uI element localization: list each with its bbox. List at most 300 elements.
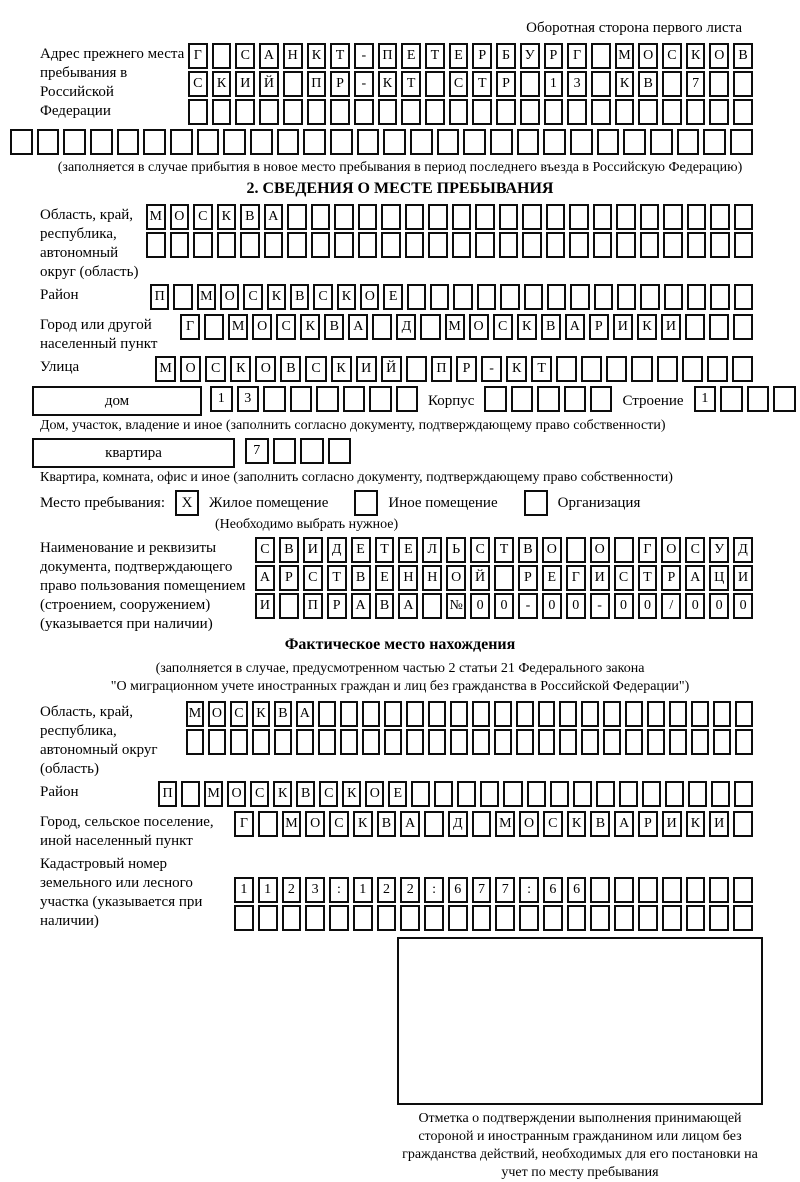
- char-box[interactable]: [638, 877, 658, 903]
- char-box[interactable]: [499, 232, 519, 258]
- char-box[interactable]: [406, 729, 424, 755]
- char-box[interactable]: А: [259, 43, 279, 69]
- char-box[interactable]: [330, 129, 353, 155]
- char-box[interactable]: [538, 701, 556, 727]
- char-box[interactable]: О: [365, 781, 384, 807]
- char-box[interactable]: К: [337, 284, 356, 310]
- char-box[interactable]: [340, 729, 358, 755]
- char-box[interactable]: И: [303, 537, 323, 563]
- char-box[interactable]: [663, 232, 683, 258]
- char-box[interactable]: С: [543, 811, 563, 837]
- char-box[interactable]: М: [495, 811, 515, 837]
- stay-type-checkbox-residential[interactable]: X: [175, 490, 199, 516]
- char-box[interactable]: [37, 129, 60, 155]
- char-box[interactable]: К: [252, 701, 270, 727]
- char-box[interactable]: [581, 356, 602, 382]
- char-box[interactable]: [686, 877, 706, 903]
- char-box[interactable]: [590, 386, 612, 412]
- char-box[interactable]: К: [273, 781, 292, 807]
- char-box[interactable]: [428, 204, 448, 230]
- char-box[interactable]: [625, 701, 643, 727]
- char-box[interactable]: [353, 905, 373, 931]
- char-box[interactable]: [650, 129, 673, 155]
- char-box[interactable]: 6: [448, 877, 468, 903]
- char-box[interactable]: И: [356, 356, 377, 382]
- char-box[interactable]: [258, 811, 278, 837]
- char-box[interactable]: [453, 284, 472, 310]
- char-box[interactable]: [516, 729, 534, 755]
- char-box[interactable]: Д: [396, 314, 416, 340]
- char-box[interactable]: [662, 877, 682, 903]
- char-box[interactable]: [616, 232, 636, 258]
- char-box[interactable]: О: [227, 781, 246, 807]
- char-box[interactable]: [663, 204, 683, 230]
- char-box[interactable]: 0: [614, 593, 634, 619]
- char-box[interactable]: [362, 701, 380, 727]
- char-box[interactable]: [640, 204, 660, 230]
- char-box[interactable]: [463, 129, 486, 155]
- char-box[interactable]: [691, 729, 709, 755]
- char-box[interactable]: [406, 701, 424, 727]
- char-box[interactable]: [430, 284, 449, 310]
- char-box[interactable]: Р: [638, 811, 658, 837]
- char-box[interactable]: 2: [282, 877, 302, 903]
- char-box[interactable]: [685, 314, 705, 340]
- char-box[interactable]: [170, 129, 193, 155]
- char-box[interactable]: [383, 129, 406, 155]
- char-box[interactable]: И: [590, 565, 610, 591]
- char-box[interactable]: [547, 284, 566, 310]
- char-box[interactable]: И: [662, 811, 682, 837]
- char-box[interactable]: [733, 877, 753, 903]
- char-box[interactable]: [734, 781, 753, 807]
- char-box[interactable]: [334, 232, 354, 258]
- char-box[interactable]: [307, 99, 327, 125]
- char-box[interactable]: [223, 129, 246, 155]
- char-box[interactable]: В: [590, 811, 610, 837]
- char-box[interactable]: [581, 701, 599, 727]
- char-box[interactable]: [287, 232, 307, 258]
- char-box[interactable]: В: [733, 43, 753, 69]
- char-box[interactable]: [710, 204, 730, 230]
- char-box[interactable]: С: [305, 356, 326, 382]
- char-box[interactable]: [734, 204, 754, 230]
- char-box[interactable]: К: [331, 356, 352, 382]
- char-box[interactable]: [305, 905, 325, 931]
- char-box[interactable]: [564, 386, 586, 412]
- char-box[interactable]: 7: [472, 877, 492, 903]
- char-box[interactable]: Р: [661, 565, 681, 591]
- char-box[interactable]: 0: [494, 593, 514, 619]
- char-box[interactable]: Ь: [446, 537, 466, 563]
- char-box[interactable]: 7: [245, 438, 269, 464]
- char-box[interactable]: Р: [589, 314, 609, 340]
- char-box[interactable]: [677, 129, 700, 155]
- char-box[interactable]: [230, 729, 248, 755]
- char-box[interactable]: [597, 129, 620, 155]
- char-box[interactable]: Е: [351, 537, 371, 563]
- char-box[interactable]: Р: [456, 356, 477, 382]
- char-box[interactable]: А: [614, 811, 634, 837]
- char-box[interactable]: [452, 204, 472, 230]
- char-box[interactable]: И: [661, 314, 681, 340]
- char-box[interactable]: [311, 232, 331, 258]
- char-box[interactable]: [544, 99, 564, 125]
- char-box[interactable]: С: [329, 811, 349, 837]
- char-box[interactable]: 3: [305, 877, 325, 903]
- char-box[interactable]: [638, 905, 658, 931]
- char-box[interactable]: [546, 232, 566, 258]
- char-box[interactable]: [640, 284, 659, 310]
- char-box[interactable]: [197, 129, 220, 155]
- char-box[interactable]: [410, 129, 433, 155]
- char-box[interactable]: Г: [234, 811, 254, 837]
- char-box[interactable]: [90, 129, 113, 155]
- char-box[interactable]: [411, 781, 430, 807]
- char-box[interactable]: 0: [542, 593, 562, 619]
- char-box[interactable]: 3: [237, 386, 260, 412]
- char-box[interactable]: К: [342, 781, 361, 807]
- char-box[interactable]: С: [188, 71, 208, 97]
- char-box[interactable]: [357, 129, 380, 155]
- char-box[interactable]: А: [348, 314, 368, 340]
- char-box[interactable]: №: [446, 593, 466, 619]
- char-box[interactable]: С: [303, 565, 323, 591]
- char-box[interactable]: Н: [283, 43, 303, 69]
- char-box[interactable]: [329, 905, 349, 931]
- char-box[interactable]: 1: [544, 71, 564, 97]
- char-box[interactable]: [570, 129, 593, 155]
- char-box[interactable]: Й: [470, 565, 490, 591]
- char-box[interactable]: [234, 905, 254, 931]
- char-box[interactable]: [550, 781, 569, 807]
- char-box[interactable]: [657, 356, 678, 382]
- char-box[interactable]: В: [290, 284, 309, 310]
- char-box[interactable]: [734, 232, 754, 258]
- char-box[interactable]: К: [506, 356, 527, 382]
- char-box[interactable]: [591, 43, 611, 69]
- char-box[interactable]: [428, 701, 446, 727]
- char-box[interactable]: [318, 729, 336, 755]
- char-box[interactable]: [688, 781, 707, 807]
- char-box[interactable]: О: [542, 537, 562, 563]
- char-box[interactable]: [733, 314, 753, 340]
- char-box[interactable]: 1: [258, 877, 278, 903]
- char-box[interactable]: [424, 905, 444, 931]
- char-box[interactable]: [263, 386, 286, 412]
- char-box[interactable]: И: [255, 593, 275, 619]
- char-box[interactable]: [400, 905, 420, 931]
- char-box[interactable]: О: [638, 43, 658, 69]
- char-box[interactable]: Й: [259, 71, 279, 97]
- char-box[interactable]: О: [170, 204, 190, 230]
- char-box[interactable]: Т: [638, 565, 658, 591]
- char-box[interactable]: [406, 356, 427, 382]
- char-box[interactable]: [396, 386, 419, 412]
- char-box[interactable]: [569, 204, 589, 230]
- char-box[interactable]: [593, 232, 613, 258]
- char-box[interactable]: [472, 905, 492, 931]
- char-box[interactable]: Л: [422, 537, 442, 563]
- char-box[interactable]: [546, 204, 566, 230]
- char-box[interactable]: [691, 701, 709, 727]
- char-box[interactable]: [567, 905, 587, 931]
- char-box[interactable]: 2: [400, 877, 420, 903]
- char-box[interactable]: [434, 781, 453, 807]
- stay-type-checkbox-organization[interactable]: [524, 490, 548, 516]
- char-box[interactable]: О: [469, 314, 489, 340]
- char-box[interactable]: [208, 729, 226, 755]
- char-box[interactable]: К: [267, 284, 286, 310]
- char-box[interactable]: М: [445, 314, 465, 340]
- char-box[interactable]: [517, 129, 540, 155]
- char-box[interactable]: [581, 729, 599, 755]
- char-box[interactable]: [377, 905, 397, 931]
- char-box[interactable]: П: [303, 593, 323, 619]
- char-box[interactable]: [283, 99, 303, 125]
- char-box[interactable]: [146, 232, 166, 258]
- char-box[interactable]: 1: [694, 386, 717, 412]
- char-box[interactable]: [494, 565, 514, 591]
- char-box[interactable]: [709, 314, 729, 340]
- char-box[interactable]: [733, 99, 753, 125]
- char-box[interactable]: [709, 99, 729, 125]
- char-box[interactable]: [682, 356, 703, 382]
- char-box[interactable]: -: [590, 593, 610, 619]
- char-box[interactable]: [709, 905, 729, 931]
- char-box[interactable]: А: [296, 701, 314, 727]
- char-box[interactable]: -: [354, 43, 374, 69]
- char-box[interactable]: [407, 284, 426, 310]
- char-box[interactable]: М: [146, 204, 166, 230]
- char-box[interactable]: А: [351, 593, 371, 619]
- char-box[interactable]: П: [431, 356, 452, 382]
- char-box[interactable]: С: [685, 537, 705, 563]
- char-box[interactable]: О: [255, 356, 276, 382]
- char-box[interactable]: О: [446, 565, 466, 591]
- char-box[interactable]: [720, 386, 743, 412]
- char-box[interactable]: [647, 729, 665, 755]
- char-box[interactable]: П: [150, 284, 169, 310]
- char-box[interactable]: 2: [377, 877, 397, 903]
- char-box[interactable]: [631, 356, 652, 382]
- char-box[interactable]: С: [493, 314, 513, 340]
- char-box[interactable]: [570, 284, 589, 310]
- char-box[interactable]: [619, 781, 638, 807]
- char-box[interactable]: Р: [279, 565, 299, 591]
- char-box[interactable]: [522, 232, 542, 258]
- char-box[interactable]: [590, 877, 610, 903]
- char-box[interactable]: [543, 905, 563, 931]
- char-box[interactable]: С: [662, 43, 682, 69]
- char-box[interactable]: Г: [188, 43, 208, 69]
- char-box[interactable]: [662, 99, 682, 125]
- char-box[interactable]: [472, 729, 490, 755]
- char-box[interactable]: /: [661, 593, 681, 619]
- char-box[interactable]: [527, 781, 546, 807]
- char-box[interactable]: [354, 99, 374, 125]
- char-box[interactable]: К: [517, 314, 537, 340]
- char-box[interactable]: Р: [544, 43, 564, 69]
- char-box[interactable]: [614, 877, 634, 903]
- char-box[interactable]: 0: [685, 593, 705, 619]
- char-box[interactable]: [477, 284, 496, 310]
- char-box[interactable]: [117, 129, 140, 155]
- char-box[interactable]: О: [252, 314, 272, 340]
- char-box[interactable]: Е: [542, 565, 562, 591]
- char-box[interactable]: О: [709, 43, 729, 69]
- char-box[interactable]: [277, 129, 300, 155]
- char-box[interactable]: [330, 99, 350, 125]
- char-box[interactable]: Е: [388, 781, 407, 807]
- char-box[interactable]: 6: [543, 877, 563, 903]
- char-box[interactable]: С: [193, 204, 213, 230]
- char-box[interactable]: [318, 701, 336, 727]
- char-box[interactable]: Ц: [709, 565, 729, 591]
- char-box[interactable]: [437, 129, 460, 155]
- char-box[interactable]: [503, 781, 522, 807]
- char-box[interactable]: [747, 386, 770, 412]
- char-box[interactable]: В: [274, 701, 292, 727]
- char-box[interactable]: А: [685, 565, 705, 591]
- char-box[interactable]: [475, 204, 495, 230]
- char-box[interactable]: К: [686, 43, 706, 69]
- char-box[interactable]: С: [319, 781, 338, 807]
- char-box[interactable]: [10, 129, 33, 155]
- char-box[interactable]: [282, 905, 302, 931]
- char-box[interactable]: К: [637, 314, 657, 340]
- char-box[interactable]: [543, 129, 566, 155]
- char-box[interactable]: Р: [518, 565, 538, 591]
- char-box[interactable]: И: [613, 314, 633, 340]
- char-box[interactable]: [500, 284, 519, 310]
- char-box[interactable]: [494, 729, 512, 755]
- char-box[interactable]: [401, 99, 421, 125]
- char-box[interactable]: Т: [425, 43, 445, 69]
- char-box[interactable]: [606, 356, 627, 382]
- char-box[interactable]: С: [235, 43, 255, 69]
- char-box[interactable]: [311, 204, 331, 230]
- char-box[interactable]: [713, 701, 731, 727]
- char-box[interactable]: [499, 204, 519, 230]
- char-box[interactable]: [252, 729, 270, 755]
- char-box[interactable]: [524, 284, 543, 310]
- char-box[interactable]: Р: [472, 43, 492, 69]
- char-box[interactable]: Е: [398, 537, 418, 563]
- char-box[interactable]: [703, 129, 726, 155]
- char-box[interactable]: [369, 386, 392, 412]
- char-box[interactable]: М: [615, 43, 635, 69]
- char-box[interactable]: [732, 356, 753, 382]
- char-box[interactable]: [559, 729, 577, 755]
- char-box[interactable]: 0: [566, 593, 586, 619]
- char-box[interactable]: К: [353, 811, 373, 837]
- char-box[interactable]: [378, 99, 398, 125]
- char-box[interactable]: А: [264, 204, 284, 230]
- char-box[interactable]: [522, 204, 542, 230]
- char-box[interactable]: [593, 204, 613, 230]
- char-box[interactable]: [640, 232, 660, 258]
- char-box[interactable]: В: [351, 565, 371, 591]
- char-box[interactable]: [594, 284, 613, 310]
- char-box[interactable]: [734, 284, 753, 310]
- char-box[interactable]: [273, 438, 297, 464]
- char-box[interactable]: К: [300, 314, 320, 340]
- stay-type-checkbox-other[interactable]: [354, 490, 378, 516]
- char-box[interactable]: [186, 729, 204, 755]
- char-box[interactable]: [472, 811, 492, 837]
- char-box[interactable]: У: [520, 43, 540, 69]
- char-box[interactable]: О: [220, 284, 239, 310]
- char-box[interactable]: [711, 781, 730, 807]
- char-box[interactable]: С: [205, 356, 226, 382]
- char-box[interactable]: [603, 701, 621, 727]
- char-box[interactable]: В: [279, 537, 299, 563]
- char-box[interactable]: К: [217, 204, 237, 230]
- char-box[interactable]: [279, 593, 299, 619]
- char-box[interactable]: К: [615, 71, 635, 97]
- char-box[interactable]: [316, 386, 339, 412]
- char-box[interactable]: [733, 71, 753, 97]
- char-box[interactable]: [290, 386, 313, 412]
- char-box[interactable]: [484, 386, 506, 412]
- char-box[interactable]: [287, 204, 307, 230]
- char-box[interactable]: [614, 905, 634, 931]
- char-box[interactable]: С: [470, 537, 490, 563]
- char-box[interactable]: С: [230, 701, 248, 727]
- char-box[interactable]: Р: [330, 71, 350, 97]
- char-box[interactable]: Д: [733, 537, 753, 563]
- char-box[interactable]: [381, 232, 401, 258]
- char-box[interactable]: С: [243, 284, 262, 310]
- char-box[interactable]: :: [519, 877, 539, 903]
- char-box[interactable]: В: [638, 71, 658, 97]
- char-box[interactable]: [300, 438, 324, 464]
- char-box[interactable]: :: [424, 877, 444, 903]
- char-box[interactable]: М: [197, 284, 216, 310]
- char-box[interactable]: Т: [327, 565, 347, 591]
- char-box[interactable]: В: [541, 314, 561, 340]
- char-box[interactable]: Г: [638, 537, 658, 563]
- char-box[interactable]: [425, 71, 445, 97]
- char-box[interactable]: В: [296, 781, 315, 807]
- char-box[interactable]: [662, 71, 682, 97]
- char-box[interactable]: [425, 99, 445, 125]
- char-box[interactable]: [669, 729, 687, 755]
- char-box[interactable]: [710, 232, 730, 258]
- char-box[interactable]: [457, 781, 476, 807]
- char-box[interactable]: П: [307, 71, 327, 97]
- char-box[interactable]: Д: [327, 537, 347, 563]
- char-box[interactable]: В: [377, 811, 397, 837]
- char-box[interactable]: [662, 905, 682, 931]
- char-box[interactable]: [424, 811, 444, 837]
- char-box[interactable]: [638, 99, 658, 125]
- char-box[interactable]: В: [375, 593, 395, 619]
- char-box[interactable]: [181, 781, 200, 807]
- char-box[interactable]: А: [565, 314, 585, 340]
- char-box[interactable]: [773, 386, 796, 412]
- char-box[interactable]: Т: [472, 71, 492, 97]
- char-box[interactable]: 1: [210, 386, 233, 412]
- char-box[interactable]: К: [230, 356, 251, 382]
- char-box[interactable]: [590, 905, 610, 931]
- char-box[interactable]: [733, 811, 753, 837]
- char-box[interactable]: [713, 729, 731, 755]
- char-box[interactable]: [217, 232, 237, 258]
- char-box[interactable]: [707, 356, 728, 382]
- char-box[interactable]: [480, 781, 499, 807]
